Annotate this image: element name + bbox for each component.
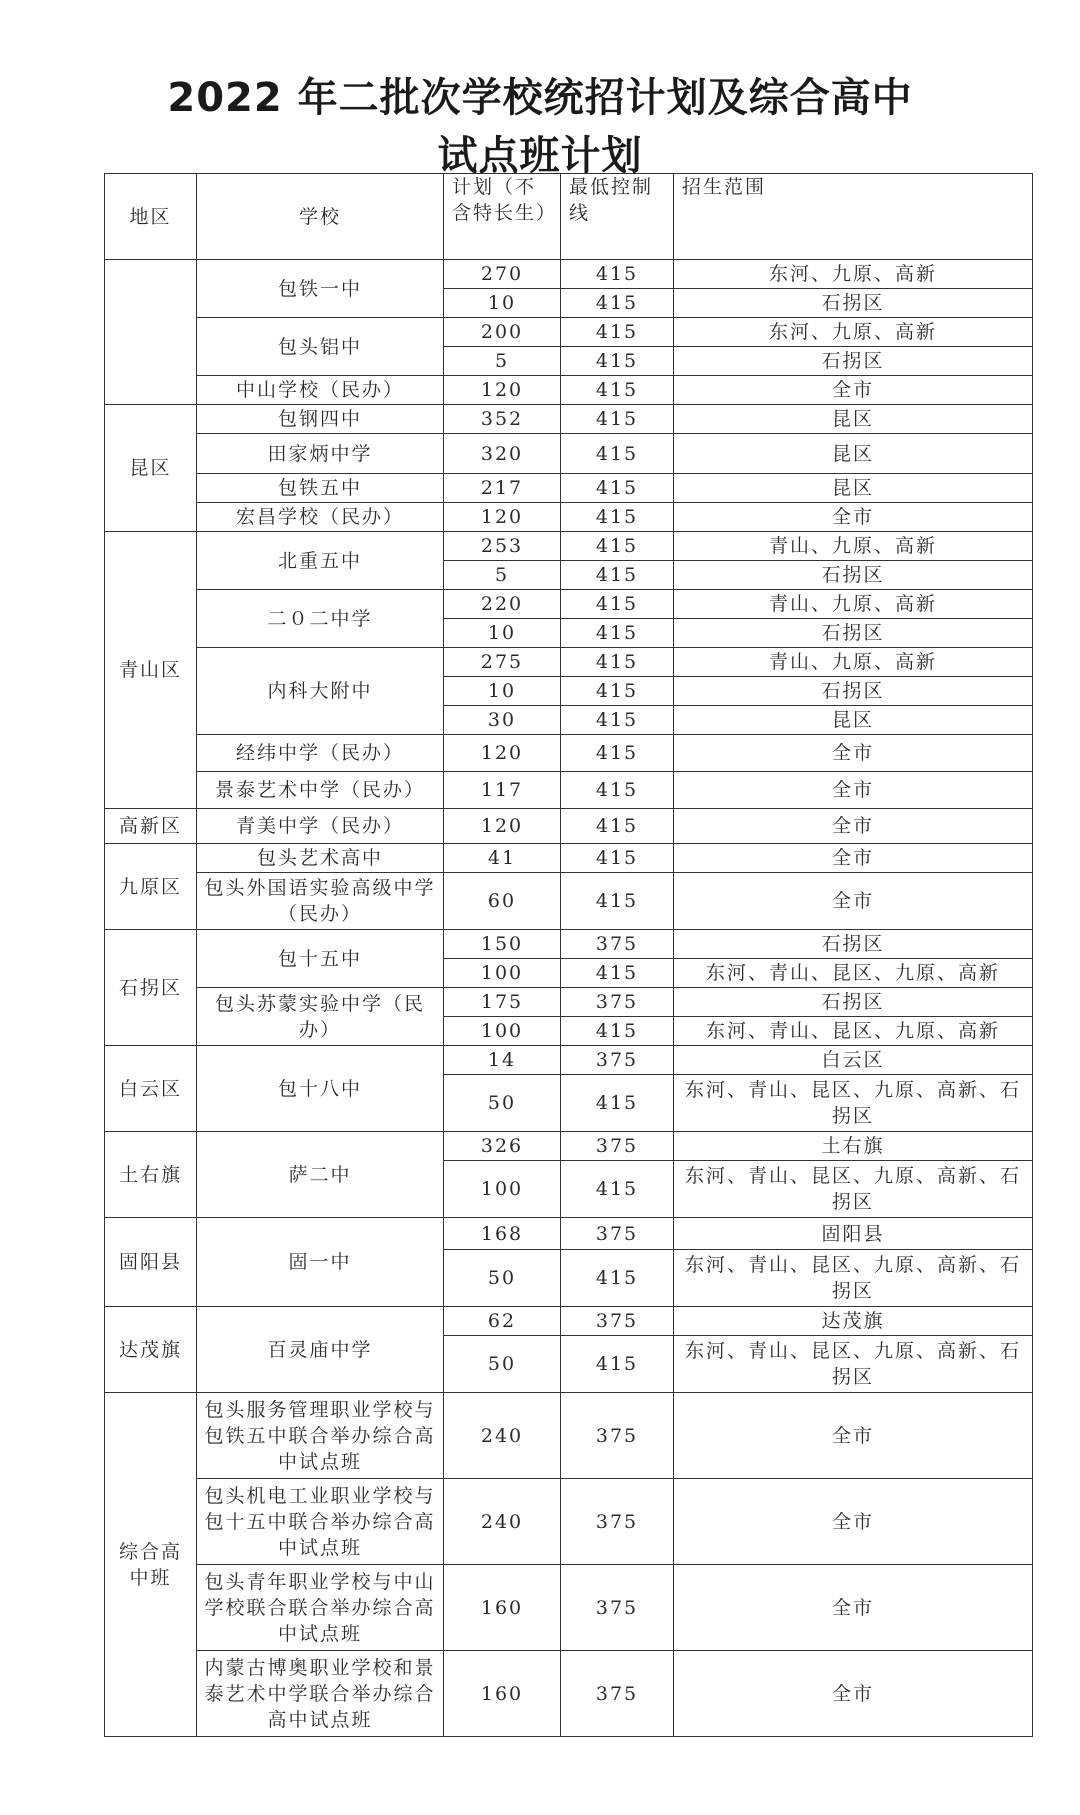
table-row bbox=[105, 1479, 1033, 1565]
school-cell: 包头艺术高中 bbox=[197, 844, 444, 873]
region-cell: 昆区 bbox=[105, 405, 197, 532]
min-score-cell: 415 bbox=[561, 1250, 674, 1307]
min-score-cell: 415 bbox=[561, 619, 674, 648]
min-score-cell: 415 bbox=[561, 503, 674, 532]
table-row bbox=[105, 1218, 1033, 1250]
region-cell: 高新区 bbox=[105, 809, 197, 844]
scope-cell: 全市 bbox=[674, 809, 1033, 844]
scope-cell: 全市 bbox=[674, 1651, 1033, 1737]
plan-cell: 10 bbox=[444, 677, 561, 706]
scope-cell: 石拐区 bbox=[674, 677, 1033, 706]
scope-cell: 青山、九原、高新 bbox=[674, 590, 1033, 619]
scope-cell: 石拐区 bbox=[674, 289, 1033, 318]
min-score-cell: 415 bbox=[561, 289, 674, 318]
scope-cell: 昆区 bbox=[674, 706, 1033, 735]
min-score-cell: 415 bbox=[561, 405, 674, 434]
table-header-row bbox=[105, 174, 1033, 260]
plan-cell: 320 bbox=[444, 434, 561, 474]
scope-cell: 达茂旗 bbox=[674, 1307, 1033, 1336]
min-score-cell: 375 bbox=[561, 1651, 674, 1737]
plan-cell: 352 bbox=[444, 405, 561, 434]
plan-cell: 220 bbox=[444, 590, 561, 619]
scope-cell: 东河、九原、高新 bbox=[674, 318, 1033, 347]
table-row bbox=[105, 844, 1033, 873]
min-score-cell: 415 bbox=[561, 376, 674, 405]
school-cell: 包头外国语实验高级中学（民办） bbox=[197, 873, 444, 930]
scope-cell: 昆区 bbox=[674, 405, 1033, 434]
min-score-cell: 375 bbox=[561, 1132, 674, 1161]
table-row bbox=[105, 873, 1033, 930]
min-score-cell: 415 bbox=[561, 532, 674, 561]
school-cell: 萨二中 bbox=[197, 1132, 444, 1218]
table-row bbox=[105, 735, 1033, 772]
plan-cell: 60 bbox=[444, 873, 561, 930]
min-score-cell: 375 bbox=[561, 1565, 674, 1651]
scope-cell: 全市 bbox=[674, 1393, 1033, 1479]
school-cell: 百灵庙中学 bbox=[197, 1307, 444, 1393]
plan-cell: 100 bbox=[444, 959, 561, 988]
school-cell: 包头苏蒙实验中学（民办） bbox=[197, 988, 444, 1046]
min-score-cell: 375 bbox=[561, 1307, 674, 1336]
min-score-cell: 415 bbox=[561, 318, 674, 347]
table-row bbox=[105, 503, 1033, 532]
plan-cell: 5 bbox=[444, 347, 561, 376]
plan-cell: 326 bbox=[444, 1132, 561, 1161]
school-cell: 包十五中 bbox=[197, 930, 444, 988]
plan-cell: 217 bbox=[444, 474, 561, 503]
table-row bbox=[105, 988, 1033, 1017]
min-score-cell: 415 bbox=[561, 873, 674, 930]
min-score-cell: 375 bbox=[561, 988, 674, 1017]
min-score-cell: 415 bbox=[561, 844, 674, 873]
plan-cell: 270 bbox=[444, 260, 561, 289]
plan-cell: 62 bbox=[444, 1307, 561, 1336]
scope-cell: 东河、青山、昆区、九原、高新、石拐区 bbox=[674, 1161, 1033, 1218]
table-row bbox=[105, 405, 1033, 434]
plan-cell: 50 bbox=[444, 1075, 561, 1132]
school-cell: 包十八中 bbox=[197, 1046, 444, 1132]
scope-cell: 全市 bbox=[674, 376, 1033, 405]
scope-cell: 石拐区 bbox=[674, 347, 1033, 376]
plan-cell: 253 bbox=[444, 532, 561, 561]
min-score-cell: 415 bbox=[561, 809, 674, 844]
school-cell: 青美中学（民办） bbox=[197, 809, 444, 844]
min-score-cell: 415 bbox=[561, 434, 674, 474]
scope-cell: 昆区 bbox=[674, 434, 1033, 474]
table-body bbox=[105, 260, 1033, 1737]
scope-cell: 土右旗 bbox=[674, 1132, 1033, 1161]
plan-cell: 5 bbox=[444, 561, 561, 590]
document-title-line-2: 试点班计划 bbox=[437, 133, 643, 179]
header-scope: 招生范围 bbox=[674, 174, 1033, 260]
region-cell: 达茂旗 bbox=[105, 1307, 197, 1393]
school-cell: 包头机电工业职业学校与包十五中联合举办综合高中试点班 bbox=[197, 1479, 444, 1565]
min-score-cell: 415 bbox=[561, 561, 674, 590]
plan-cell: 50 bbox=[444, 1250, 561, 1307]
scope-cell: 东河、青山、昆区、九原、高新 bbox=[674, 959, 1033, 988]
min-score-cell: 415 bbox=[561, 590, 674, 619]
header-plan: 计划（不含特长生） bbox=[444, 174, 561, 260]
min-score-cell: 415 bbox=[561, 1161, 674, 1218]
header-region: 地区 bbox=[105, 174, 197, 260]
plan-cell: 30 bbox=[444, 706, 561, 735]
min-score-cell: 415 bbox=[561, 1336, 674, 1393]
scope-cell: 石拐区 bbox=[674, 988, 1033, 1017]
region-cell: 青山区 bbox=[105, 532, 197, 809]
scope-cell: 东河、青山、昆区、九原、高新 bbox=[674, 1017, 1033, 1046]
header-min-score: 最低控制线 bbox=[561, 174, 674, 260]
plan-cell: 50 bbox=[444, 1336, 561, 1393]
school-cell: 中山学校（民办） bbox=[197, 376, 444, 405]
plan-cell: 120 bbox=[444, 376, 561, 405]
table-row bbox=[105, 318, 1033, 347]
min-score-cell: 415 bbox=[561, 260, 674, 289]
min-score-cell: 415 bbox=[561, 347, 674, 376]
scope-cell: 东河、青山、昆区、九原、高新、石拐区 bbox=[674, 1075, 1033, 1132]
enrollment-plan-table bbox=[104, 173, 1033, 1737]
scope-cell: 东河、九原、高新 bbox=[674, 260, 1033, 289]
scope-cell: 全市 bbox=[674, 503, 1033, 532]
table-row bbox=[105, 260, 1033, 289]
school-cell: 包头服务管理职业学校与包铁五中联合举办综合高中试点班 bbox=[197, 1393, 444, 1479]
min-score-cell: 415 bbox=[561, 474, 674, 503]
table-row bbox=[105, 434, 1033, 474]
region-cell: 综合高中班 bbox=[105, 1393, 197, 1737]
school-cell: 经纬中学（民办） bbox=[197, 735, 444, 772]
plan-cell: 10 bbox=[444, 289, 561, 318]
school-cell: 包铁五中 bbox=[197, 474, 444, 503]
table-row bbox=[105, 1651, 1033, 1737]
min-score-cell: 415 bbox=[561, 1075, 674, 1132]
table-row bbox=[105, 1307, 1033, 1336]
min-score-cell: 415 bbox=[561, 648, 674, 677]
region-cell: 土右旗 bbox=[105, 1132, 197, 1218]
region-cell: 九原区 bbox=[105, 844, 197, 930]
min-score-cell: 415 bbox=[561, 706, 674, 735]
scope-cell: 东河、青山、昆区、九原、高新、石拐区 bbox=[674, 1336, 1033, 1393]
school-cell: 景泰艺术中学（民办） bbox=[197, 772, 444, 809]
document-title-line-1: 2022 年二批次学校统招计划及综合高中 bbox=[167, 75, 913, 121]
plan-cell: 240 bbox=[444, 1393, 561, 1479]
plan-cell: 275 bbox=[444, 648, 561, 677]
table-row bbox=[105, 809, 1033, 844]
header-school: 学校 bbox=[197, 174, 444, 260]
school-cell: 北重五中 bbox=[197, 532, 444, 590]
school-cell: 包头铝中 bbox=[197, 318, 444, 376]
table-row bbox=[105, 474, 1033, 503]
scope-cell: 石拐区 bbox=[674, 561, 1033, 590]
scope-cell: 全市 bbox=[674, 1479, 1033, 1565]
scope-cell: 东河、青山、昆区、九原、高新、石拐区 bbox=[674, 1250, 1033, 1307]
plan-cell: 14 bbox=[444, 1046, 561, 1075]
region-cell bbox=[105, 260, 197, 405]
min-score-cell: 375 bbox=[561, 1218, 674, 1250]
plan-cell: 100 bbox=[444, 1017, 561, 1046]
min-score-cell: 415 bbox=[561, 735, 674, 772]
plan-cell: 10 bbox=[444, 619, 561, 648]
plan-cell: 100 bbox=[444, 1161, 561, 1218]
min-score-cell: 375 bbox=[561, 1479, 674, 1565]
table-row bbox=[105, 648, 1033, 677]
school-cell: 内蒙古博奥职业学校和景泰艺术中学联合举办综合高中试点班 bbox=[197, 1651, 444, 1737]
region-cell: 固阳县 bbox=[105, 1218, 197, 1307]
scope-cell: 青山、九原、高新 bbox=[674, 648, 1033, 677]
min-score-cell: 375 bbox=[561, 1393, 674, 1479]
table-row bbox=[105, 1132, 1033, 1161]
scope-cell: 昆区 bbox=[674, 474, 1033, 503]
table-row bbox=[105, 930, 1033, 959]
min-score-cell: 415 bbox=[561, 959, 674, 988]
table-row bbox=[105, 1046, 1033, 1075]
plan-cell: 175 bbox=[444, 988, 561, 1017]
scope-cell: 全市 bbox=[674, 873, 1033, 930]
school-cell: 包钢四中 bbox=[197, 405, 444, 434]
table-row bbox=[105, 376, 1033, 405]
school-cell: 内科大附中 bbox=[197, 648, 444, 735]
scope-cell: 全市 bbox=[674, 735, 1033, 772]
plan-cell: 120 bbox=[444, 735, 561, 772]
school-cell: 包铁一中 bbox=[197, 260, 444, 318]
table-row bbox=[105, 1393, 1033, 1479]
table-row bbox=[105, 772, 1033, 809]
table-row bbox=[105, 1565, 1033, 1651]
scope-cell: 青山、九原、高新 bbox=[674, 532, 1033, 561]
plan-cell: 120 bbox=[444, 809, 561, 844]
school-cell: 固一中 bbox=[197, 1218, 444, 1307]
region-cell: 白云区 bbox=[105, 1046, 197, 1132]
plan-cell: 160 bbox=[444, 1565, 561, 1651]
plan-cell: 168 bbox=[444, 1218, 561, 1250]
min-score-cell: 375 bbox=[561, 1046, 674, 1075]
scope-cell: 石拐区 bbox=[674, 619, 1033, 648]
region-cell: 石拐区 bbox=[105, 930, 197, 1046]
min-score-cell: 415 bbox=[561, 677, 674, 706]
school-cell: 包头青年职业学校与中山学校联合联合举办综合高中试点班 bbox=[197, 1565, 444, 1651]
scope-cell: 石拐区 bbox=[674, 930, 1033, 959]
school-cell: 田家炳中学 bbox=[197, 434, 444, 474]
plan-cell: 120 bbox=[444, 503, 561, 532]
plan-cell: 117 bbox=[444, 772, 561, 809]
plan-cell: 160 bbox=[444, 1651, 561, 1737]
plan-cell: 200 bbox=[444, 318, 561, 347]
scope-cell: 全市 bbox=[674, 844, 1033, 873]
plan-cell: 150 bbox=[444, 930, 561, 959]
min-score-cell: 415 bbox=[561, 772, 674, 809]
school-cell: 二０二中学 bbox=[197, 590, 444, 648]
school-cell: 宏昌学校（民办） bbox=[197, 503, 444, 532]
min-score-cell: 375 bbox=[561, 930, 674, 959]
table-row bbox=[105, 590, 1033, 619]
scope-cell: 全市 bbox=[674, 1565, 1033, 1651]
plan-cell: 240 bbox=[444, 1479, 561, 1565]
plan-cell: 41 bbox=[444, 844, 561, 873]
min-score-cell: 415 bbox=[561, 1017, 674, 1046]
table-row bbox=[105, 532, 1033, 561]
scope-cell: 全市 bbox=[674, 772, 1033, 809]
scope-cell: 固阳县 bbox=[674, 1218, 1033, 1250]
scope-cell: 白云区 bbox=[674, 1046, 1033, 1075]
